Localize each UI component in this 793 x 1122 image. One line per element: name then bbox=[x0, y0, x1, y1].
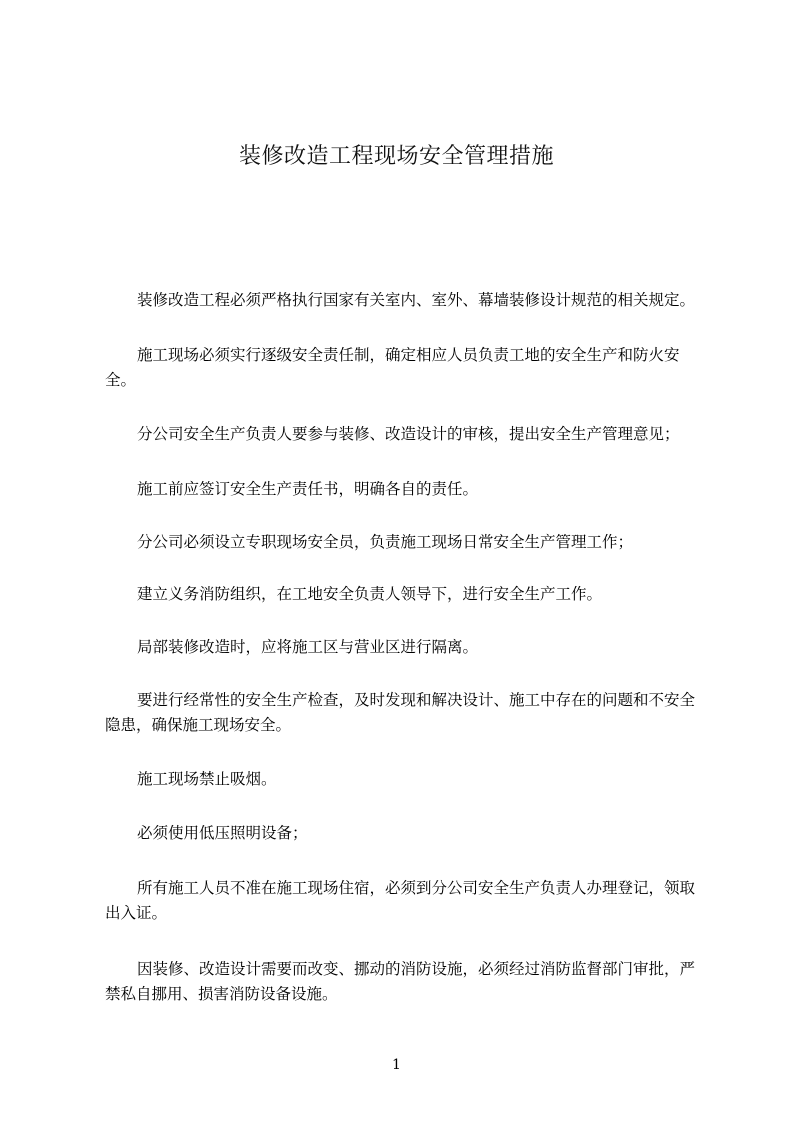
paragraph: 施工现场必须实行逐级安全责任制，确定相应人员负责工地的安全生产和防火安全。 bbox=[105, 346, 680, 389]
paragraph: 施工前应签订安全生产责任书，明确各自的责任。 bbox=[137, 480, 479, 498]
paragraph: 要进行经常性的安全生产检查，及时发现和解决设计、施工中存在的问题和不安全隐患，确保施工现场安全。 bbox=[105, 691, 696, 734]
paragraph: 装修改造工程必须严格执行国家有关室内、室外、幕墙装修设计规范的相关规定。 bbox=[137, 291, 696, 309]
paragraph: 因装修、改造设计需要而改变、挪动的消防设施，必须经过消防监督部门审批，严禁私自挪用、损害消防设备设施。 bbox=[105, 960, 696, 1003]
paragraph: 分公司必须设立专职现场安全员，负责施工现场日常安全生产管理工作； bbox=[137, 533, 634, 551]
paragraph: 必须使用低压照明设备； bbox=[137, 824, 308, 842]
paragraph: 局部装修改造时，应将施工区与营业区进行隔离。 bbox=[137, 638, 479, 656]
paragraph: 分公司安全生产负责人要参与装修、改造设计的审核，提出安全生产管理意见； bbox=[137, 425, 680, 443]
page-number: 1 bbox=[392, 1057, 401, 1073]
paragraph: 施工现场禁止吸烟。 bbox=[137, 770, 277, 788]
page-title: 装修改造工程现场安全管理措施 bbox=[238, 144, 554, 169]
paragraph: 所有施工人员不准在施工现场住宿，必须到分公司安全生产负责人办理登记，领取出入证。 bbox=[105, 879, 696, 922]
paragraph: 建立义务消防组织，在工地安全负责人领导下，进行安全生产工作。 bbox=[137, 585, 603, 603]
